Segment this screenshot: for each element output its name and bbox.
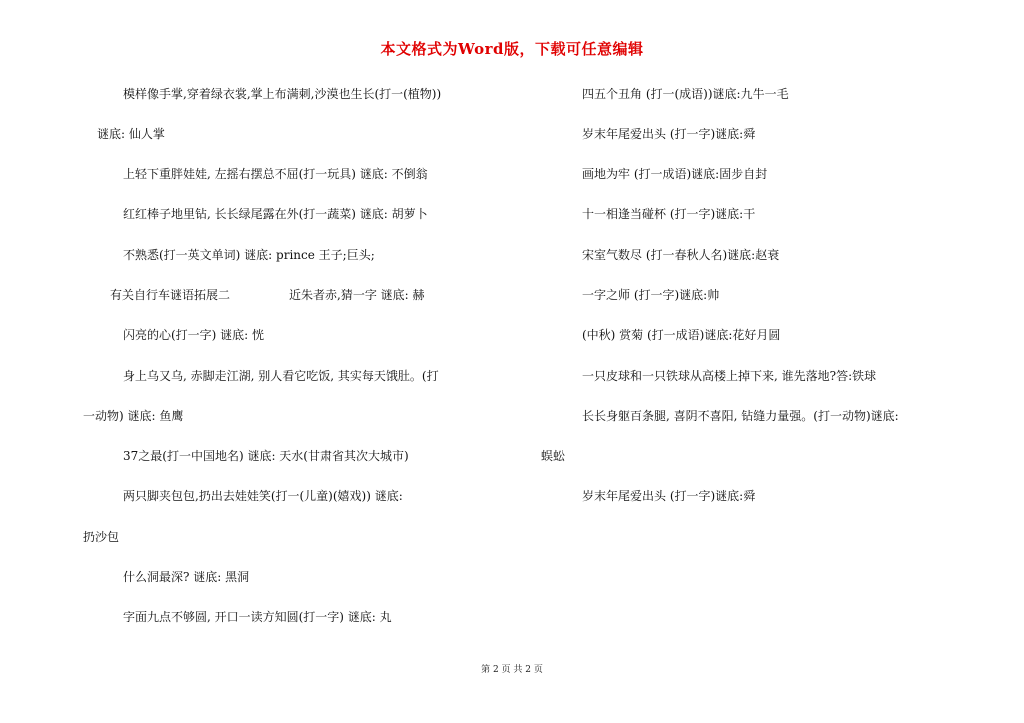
riddle-line-sandbag-question: 两只脚夹包包,扔出去娃娃笑(打一(儿童)(嬉戏)) 谜底: (123, 489, 403, 503)
section-heading-bicycle: 有关自行车谜语拓展二 (110, 288, 231, 302)
riddle-line-tianshui: 37之最(打一中国地名) 谜底: 天水(甘肃省其次大城市) (123, 449, 409, 463)
page-number: 第 2 页 共 2 页 (481, 665, 543, 675)
riddle-line-shun-2: 岁末年尾爱出头 (打一字)谜底:舜 (582, 489, 756, 503)
riddle-line-cormorant-question: 身上乌又乌, 赤脚走江湖, 别人看它吃饭, 其实每天饿肚。(打 (123, 369, 439, 383)
riddle-line-huang: 闪亮的心(打一字) 谜底: 恍 (123, 328, 265, 342)
riddle-line-cormorant-answer: 一动物) 谜底: 鱼鹰 (83, 409, 184, 423)
riddle-line-he: 近朱者赤,猜一字 谜底: 赫 (289, 288, 425, 302)
riddle-line-huahao: (中秋) 赏菊 (打一成语)谜底:花好月圆 (582, 328, 781, 342)
riddle-line-jiuniu: 四五个丑角 (打一(成语))谜底:九牛一毛 (582, 87, 789, 101)
riddle-line-zhaoshuai: 宋室气数尽 (打一春秋人名)谜底:赵衰 (582, 248, 780, 262)
document-title: 本文格式为Word版，下载可任意编辑 (380, 40, 644, 58)
riddle-line-cactus: 模样像手掌,穿着绿衣裳,掌上布满刺,沙漠也生长(打一(植物)) (123, 87, 442, 101)
riddle-line-prince: 不熟悉(打一英文单词) 谜底: prince 王子;巨头; (123, 248, 375, 262)
riddle-answer-cactus: 谜底: 仙人掌 (97, 127, 165, 141)
riddle-line-sandbag-answer: 扔沙包 (83, 530, 120, 544)
riddle-line-centipede-question: 长长身躯百条腿, 喜阴不喜阳, 钻缝力量强。(打一动物)谜底: (582, 409, 899, 423)
riddle-line-gubu: 画地为牢 (打一成语)谜底:固步自封 (582, 167, 768, 181)
riddle-line-black-hole: 什么洞最深? 谜底: 黑洞 (123, 570, 250, 584)
riddle-line-carrot: 红红棒子地里钻, 长长绿尾露在外(打一蔬菜) 谜底: 胡萝卜 (123, 207, 428, 221)
riddle-line-iron-ball: 一只皮球和一只铁球从高楼上掉下来, 谁先落地?答:铁球 (582, 369, 877, 383)
riddle-line-shun-1: 岁末年尾爱出头 (打一字)谜底:舜 (582, 127, 756, 141)
riddle-line-wan: 字面九点不够圆, 开口一读方知圆(打一字) 谜底: 丸 (123, 610, 392, 624)
riddle-line-shuai: 一字之师 (打一字)谜底:帅 (582, 288, 720, 302)
riddle-line-tumbler: 上轻下重胖娃娃, 左摇右摆总不屈(打一玩具) 谜底: 不倒翁 (123, 167, 428, 181)
riddle-line-centipede-answer: 蜈蚣 (541, 449, 566, 463)
riddle-line-gan: 十一相逢当碰杯 (打一字)谜底:干 (582, 207, 756, 221)
